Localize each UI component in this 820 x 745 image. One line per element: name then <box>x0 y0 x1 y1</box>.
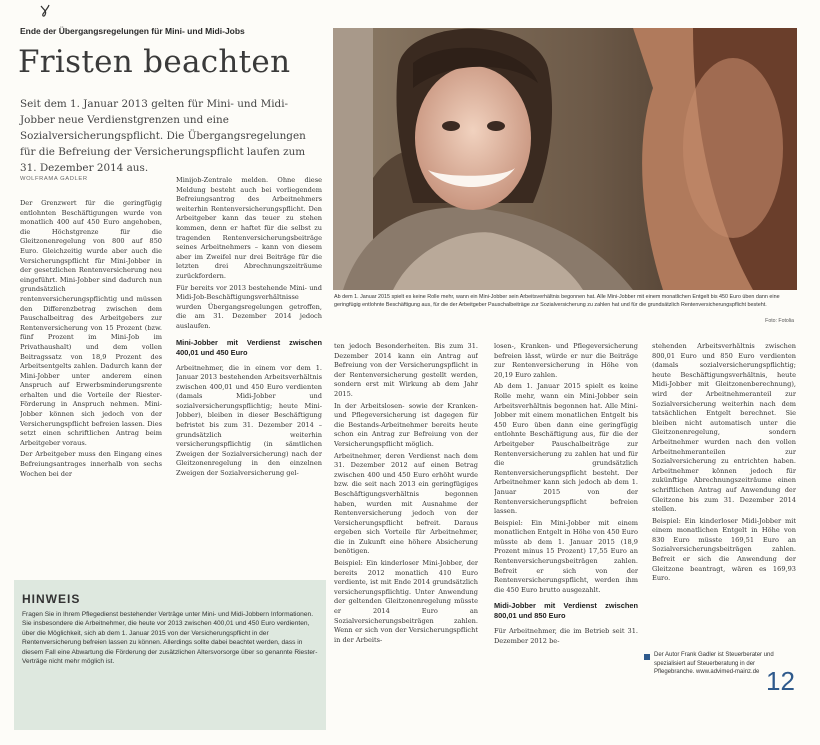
photo-credit: Foto: Fotolia <box>765 318 794 324</box>
paragraph: Arbeitnehmer, die in einem vor dem 1. Januar 2013 bestehenden Arbeitsverhältnis zwischen 400,01 und 450 Euro verdienten (damals Midi-Jobber und sozialversicherungspflichtig; heute Mini-Jobber), bleiben in dieser Beschäftigung befristet bis zum 31. Dezember 2014 – grundsätzlich weiterhin versicherungspflichtig (in sämtlichen Zweigen der Sozialversicherung) nach der Gleitzonenregelung in den einzelnen Zweigen der Sozialversicherung gel- <box>176 363 322 478</box>
paragraph: Der Arbeitgeber muss den Eingang eines Befreiungsantrages innerhalb von sechs Wochen bei der <box>20 450 162 478</box>
subheading: Mini-Jobber mit Verdienst zwischen 400,01 und 450 Euro <box>176 337 322 357</box>
article-photo <box>333 28 797 290</box>
author-note: Der Autor Frank Gadler ist Steuerberater und spezialisiert auf Steuerberatung in der Pflegebranche. www.advimed-mainz.de <box>654 652 774 676</box>
paragraph: losen-, Kranken- und Pflegeversicherung befreien lässt, würde er nur die Beiträge zur Rentenversicherung in Höhe von 20,19 Euro zahlen. <box>494 342 638 379</box>
author-marker <box>644 654 650 660</box>
paragraph: stehenden Arbeitsverhältnis zwischen 800,01 Euro und 850 Euro verdienten (damals sozialversicherungspflichtig; heute Beschäftigungsverhältnis, heute Midi-Jobber mit Gleitzonenberechnung), wird der Arbeitnehmeranteil zur Sozialversicherung weiterhin nach dem tatsächlichen Entgelt berechnet. Sie bleiben nicht automatisch unter die Gleitzonenregelung, sondern Arbeitnehmer wurden nach den vollen Arbeitnehmeranteilen zur Sozialversicherung zu entrichten haben. Arbeitnehmer können jedoch für zukünftige Abrechnungszeiträume einen schriftlichen Antrag auf Anwendung der Gleitzone bis zum 31. Dezember 2014 stellen. <box>652 342 796 514</box>
kicker: Ende der Übergangsregelungen für Mini- und Midi-Jobs <box>20 26 245 36</box>
paragraph: Für bereits vor 2013 bestehende Mini- und Midi-Job-Beschäftigungsverhältnisse wurden Übergangsregelungen getroffen, die am 31. Dezember 2014 jedoch auslaufen. <box>176 283 322 330</box>
headline: Fristen beachten <box>18 44 291 80</box>
paragraph: Minijob-Zentrale melden. Ohne diese Meldung besteht auch bei vorliegendem Befreiungsantrag des Arbeitnehmers weiterhin Rentenversicherungspflicht. Den Arbeitgeber kann das teuer zu stehen kommen, denn er haftet für die selbst zu tragenden Rentenversicherungsbeiträge seines Arbeitnehmers – kann von diesem aber im Zweifel nur drei Beiträge für die letzten drei Abrechnungszeiträume zurückfordern. <box>176 176 322 280</box>
subheading: Midi-Jobber mit Verdienst zwischen 800,01 und 850 Euro <box>494 601 638 621</box>
column-4 <box>494 342 638 736</box>
paragraph: In der Arbeitslosen- sowie der Kranken- und Pflegeversicherung ist dagegen für die Bestands-Arbeitnehmer bereits heute schon ein Antrag zur Befreiung von der Versicherungspflicht möglich. <box>334 401 478 448</box>
paragraph: ten jedoch Besonderheiten. Bis zum 31. Dezember 2014 kann ein Antrag auf Befreiung von der Versicherungspflicht in der Rentenversicherung gestellt werden, sondern erst mit Wirkung ab dem Jahr 2015. <box>334 342 478 398</box>
paragraph: Beispiel: Ein kinderloser Midi-Jobber mit einem monatlichen Entgelt in Höhe von 830 Euro müsste 169,51 Euro an Sozialversicherungsbeiträgen zahlen. Befreit er sich die Anwendung der Gleitzone beantragt, wären es 169,93 Euro. <box>652 516 796 583</box>
column-5 <box>652 342 796 642</box>
byline: WOLFRAMA GADLER <box>20 176 88 182</box>
page-number: 12 <box>766 666 795 696</box>
hinweis-title: HINWEIS <box>22 592 81 606</box>
photo-illustration <box>333 28 797 290</box>
paragraph: Beispiel: Ein Mini-Jobber mit einem monatlichen Entgelt in Höhe von 450 Euro müsste ab dem 1. Januar 2015 (18,9 Prozent minus 15 Prozent) 17,55 Euro an Rentenversicherungsbeiträgen zahlen. Befreit er sich von der Rentenversicherungspflicht, werden ihm die 450 Euro brutto ausgezahlt. <box>494 518 638 594</box>
lead-paragraph: Seit dem 1. Januar 2013 gelten für Mini- und Midi-Jobber neue Verdienstgrenzen und eine Sozialversicherungspflicht. Die Übergangsregelungen für die Befreiung der Versicherungspflicht laufen zum 31. Dezember 2014 aus. <box>20 98 306 174</box>
photo-caption: Ab dem 1. Januar 2015 spielt es keine Rolle mehr, wann ein Mini-Jobber sein Arbeitsverhältnis begonnen hat. Alle Mini-Jobber mit einem monatlichen Entgelt bis 450 Euro üben dann eine geringfügig entlohnte Beschäftigung aus, für die der Arbeitgeber Pauschalbeiträge zur Sozialversicherung zu zahlen hat und für die grundsätzlich Rentenversicherungspflicht besteht. <box>334 294 780 308</box>
column-2 <box>176 176 322 576</box>
paragraph: Für Arbeitnehmer, die im Betrieb seit 31. Dezember 2012 be- <box>494 627 638 646</box>
column-1 <box>20 199 162 569</box>
column-3 <box>334 342 478 736</box>
paragraph: Der Grenzwert für die geringfügig entlohnten Beschäftigungen wurde von monatlich 400 auf 450 Euro angehoben, die Höchstgrenze für die Gleitzonenregelung von 800 auf 850 Euro. Gleichzeitig wurde aber auch die Versicherungspflicht für Mini-Jobber in der gesetzlichen Rentenversicherung neu eingeführt. Mini-Jobber sind dadurch nun grundsätzlich rentenversicherungspflichtig und müssen den Differenzbetrag zwischen dem Pauschalbeitrag des Arbeitgebers zur Rentenversicherung von 15 Prozent (bzw. fünf Prozent im Mini-Job im Privathaushalt) und dem vollen Beitragssatz von 18,9 Prozent des Arbeitsentgelts zahlen. Dadurch kann der Mini-Jobber unter anderem einen Anspruch auf Erwerbsminderungsrente erhalten und die Vorteile der Riester-Förderung in Anspruch nehmen. Mini-Jobber können sich jedoch von der Versicherungspflicht befreien lassen. Dies setzt einen schriftlichen Antrag beim Arbeitgeber voraus. <box>20 199 162 447</box>
hinweis-text: Fragen Sie in Ihrem Pflegedienst bestehender Verträge unter Mini- und Midi-Jobbern Informationen. Sie insbesondere die Arbeitnehmer, die heute vor 2013 zwischen 400,01 und 450 Euro verdienten, über die Möglichkeit, sich ab dem 1. Januar 2015 von der Versicherungspflicht in der Rentenversicherung befreien lassen zu können. Allerdings sollte dabei beachtet werden, dass in diesem Fall eine Abwartung die Förderung der zusätzlichen Altersvorsorge über so genannte Riester-Verträge nicht mehr möglich ist. <box>22 611 318 666</box>
paragraph: Beispiel: Ein kinderloser Mini-Jobber, der bereits 2012 monatlich 410 Euro verdiente, ist mit Ende 2014 grundsätzlich versicherungspflichtig. Unter Anwendung der geltenden Gleitzonenregelung müsste er 2014 Euro an Sozialversicherungsbeiträgen zahlen. Wenn er sich von der Versicherungspflicht in der Arbeits- <box>334 559 478 644</box>
paragraph: Arbeitnehmer, deren Verdienst nach dem 31. Dezember 2012 auf einen Betrag zwischen 400 und 450 Euro erhöht wurde bzw. die seit nach 2013 ein geringfügiges Beschäftigungsverhältnis begonnen haben, wurden mit Ausnahme der Rentenversicherung jedoch von der Versicherungspflicht befreit. Daraus ergeben sich Vorteile für Arbeitnehmer, die in Zukunft eine höhere Absicherung benötigen. <box>334 451 478 556</box>
paragraph: Ab dem 1. Januar 2015 spielt es keine Rolle mehr, wann ein Mini-Jobber sein Arbeitsverhältnis begonnen hat. Alle Mini-Jobber mit einem monatlichen Entgelt bis 450 Euro üben dann eine geringfügig entlohnte Beschäftigung aus, für die der Arbeitgeber Pauschalbeiträge zur Rentenversicherung zu zahlen hat und für die grundsätzlich Rentenversicherungspflicht besteht. Der Arbeitnehmer kann sich jedoch ab dem 1. Januar 2015 von der Rentenversicherungspflicht befreien lassen. <box>494 382 638 516</box>
hinweis-box <box>14 580 326 730</box>
pencil-icon <box>38 4 52 20</box>
